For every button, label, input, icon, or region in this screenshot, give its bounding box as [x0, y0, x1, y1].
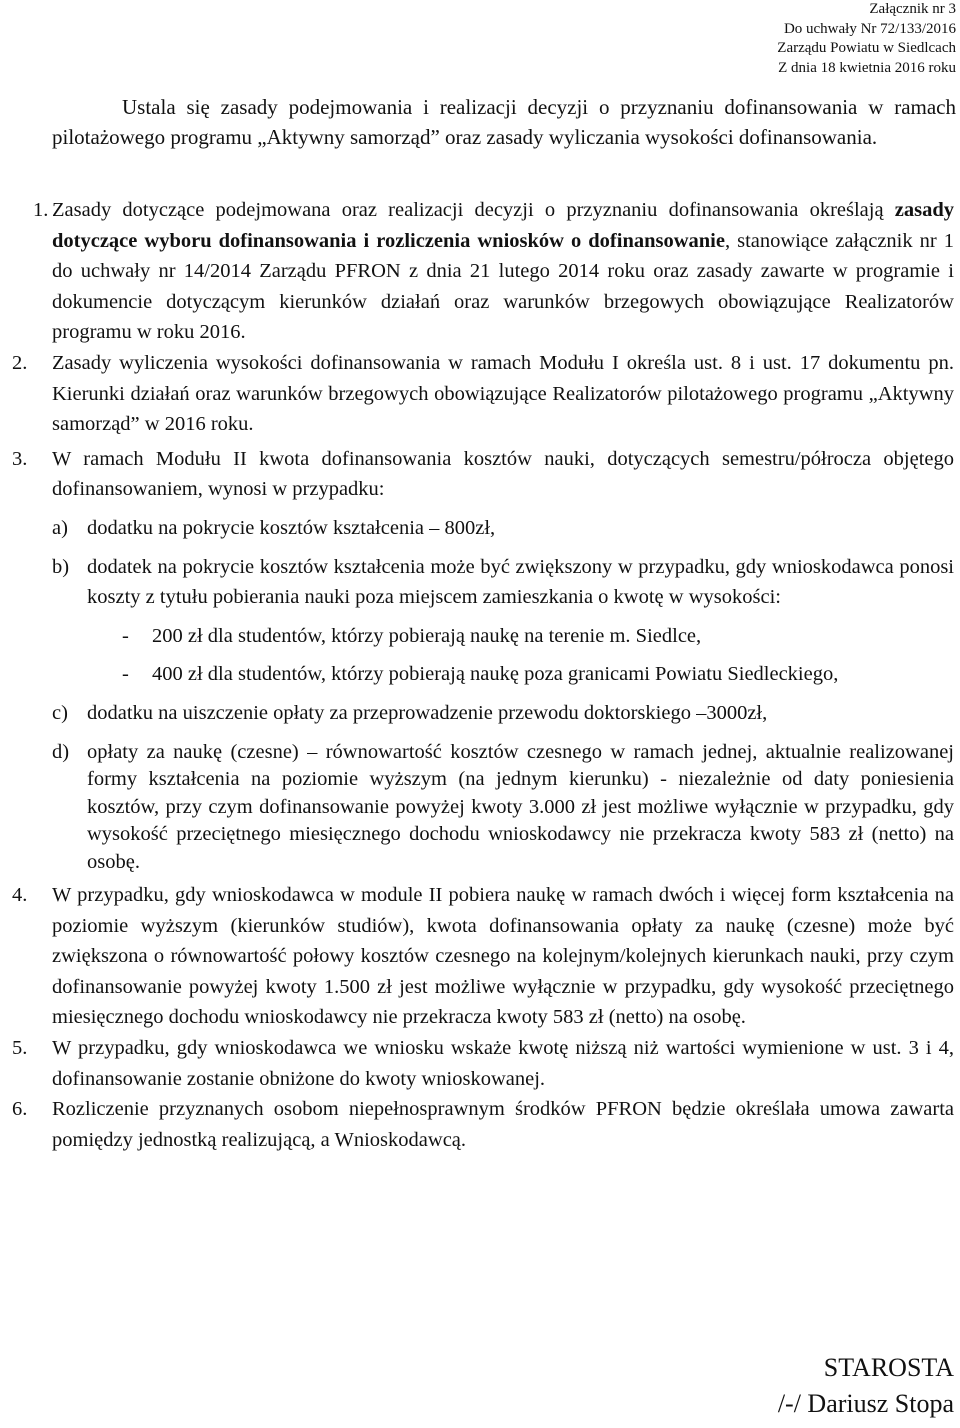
header-line-board: Zarządu Powiatu w Siedlcach — [777, 40, 956, 56]
point-5-text: W przypadku, gdy wnioskodawca we wniosku wskaże kwotę niższą niż wartości wymienione w ust. 3 i 4, dofinansowanie zostanie obniżone do kwoty wnioskowanej. — [52, 1036, 954, 1090]
point-number: 6. — [12, 1098, 28, 1121]
point-4-text: W przypadku, gdy wnioskodawca w module II pobiera naukę w ramach dwóch i więcej form kształcenia na poziomie wyższym (kierunków studiów), kwota dofinansowania opłaty za naukę (czesne) może być zwiększona o równowartość połowy kosztów czesnego na kolejnym/kolejnych kierunkach nauki, przy czym dofinansowanie powyżej kwoty 1.500 zł jest możliwe wyłącznie w przypadku, gdy wysokość przeciętnego miesięcznego dochodu wnioskodawcy nie przekracza kwoty 583 zł (netto) na osobę. — [52, 884, 954, 1029]
dash-marker: - — [122, 624, 129, 647]
point-number: 1. — [33, 199, 49, 221]
attachment-header — [777, 0, 956, 78]
point-3 — [0, 444, 960, 505]
point-3-text: W ramach Modułu II kwota dofinansowania kosztów nauki, dotyczących semestru/półrocza objętego dofinansowaniem, wynosi w przypadku: — [52, 447, 954, 501]
dash-2-text: 400 zł dla studentów, którzy pobierają naukę poza granicami Powiatu Siedleckiego, — [152, 663, 839, 686]
signature-title: STAROSTA — [823, 1353, 954, 1382]
point-number: 4. — [12, 884, 28, 906]
item-letter: b) — [52, 555, 70, 578]
item-letter: c) — [52, 701, 68, 724]
point-number: 3. — [12, 447, 28, 470]
header-line-attachment: Załącznik nr 3 — [869, 1, 956, 17]
item-letter: d) — [52, 740, 70, 763]
point-4 — [0, 880, 960, 1033]
point-3-dash-2 — [0, 659, 960, 690]
point-6 — [0, 1094, 960, 1155]
signature-name: /-/ Dariusz Stopa — [777, 1389, 954, 1418]
point-number: 2. — [12, 351, 28, 374]
dash-marker: - — [122, 663, 129, 686]
item-d-text: opłaty za naukę (czesne) – równowartość kosztów czesnego w ramach jednej, aktualnie realizowanej formy kształcenia na poziomie wyższym (na jednym kierunku) - niezależnie od daty poniesienia kosztów, przy czym dofinansowanie powyżej kwoty 3.000 zł jest możliwe wyłącznie w przypadku, gdy wysokość przeciętnego miesięcznego dochodu wnioskodawcy nie przekracza kwoty 583 zł (netto) na osobę. — [87, 740, 954, 873]
point-1 — [0, 195, 960, 348]
item-c-text: dodatku na uiszczenie opłaty za przeprowadzenie przewodu doktorskiego –3000zł, — [87, 701, 768, 724]
intro-paragraph — [52, 92, 956, 152]
point-2 — [0, 348, 960, 440]
point-3-item-c — [0, 698, 960, 729]
point-5 — [0, 1033, 960, 1094]
signature-block — [778, 1350, 954, 1422]
document-body — [0, 195, 960, 1155]
dash-1-text: 200 zł dla studentów, którzy pobierają naukę na terenie m. Siedlce, — [152, 624, 702, 647]
item-a-text: dodatku na pokrycie kosztów kształcenia – 800zł, — [87, 516, 496, 539]
item-b-text: dodatek na pokrycie kosztów kształcenia może być zwiększony w przypadku, gdy wnioskodawca ponosi koszty z tytułu pobierania nauki poza miejscem zamieszkania o kwotę w wysokości: — [87, 555, 954, 609]
header-line-date: Z dnia 18 kwietnia 2016 roku — [778, 59, 956, 76]
point-1-bold-text: zasady dotyczące wyboru dofinansowania i rozliczenia wniosków o dofinansowanie — [52, 199, 954, 252]
header-line-resolution: Do uchwały Nr 72/133/2016 — [783, 20, 956, 37]
point-number: 5. — [12, 1036, 28, 1059]
point-3-dash-1 — [0, 621, 960, 652]
point-2-text: Zasady wyliczenia wysokości dofinansowania w ramach Modułu I określa ust. 8 i ust. 17 dokumentu pn. Kierunki działań oraz warunków brzegowych obowiązujące Realizatorów pilotażowego programu „Aktywny samorząd” w 2016 roku. — [52, 351, 954, 436]
point-1-text-part2: , stanowiące załącznik nr 1 do uchwały nr 14/2014 Zarządu PFRON z dnia 21 lutego 2014 roku oraz zasady zawarte w programie i dokumencie dotyczącym kierunków działań oraz warunków brzegowych obowiązujące Realizatorów programu w roku 2016. — [52, 229, 955, 344]
point-3-item-d — [0, 739, 960, 877]
point-3-item-b — [0, 552, 960, 613]
item-letter: a) — [52, 516, 68, 539]
point-6-text: Rozliczenie przyznanych osobom niepełnosprawnym środków PFRON będzie określała umowa zawarta pomiędzy jednostką realizującą, a Wnioskodawcą. — [52, 1098, 954, 1151]
point-1-text — [52, 195, 954, 348]
point-3-item-a — [0, 513, 960, 544]
point-1-text-part1: Zasady dotyczące podejmowana oraz realizacji decyzji o przyznaniu dofinansowania określają — [52, 199, 884, 221]
intro-text: Ustala się zasady podejmowania i realizacji decyzji o przyznaniu dofinansowania w ramach pilotażowego programu „Aktywny samorząd” oraz zasady wyliczania wysokości dofinansowania. — [52, 95, 956, 149]
